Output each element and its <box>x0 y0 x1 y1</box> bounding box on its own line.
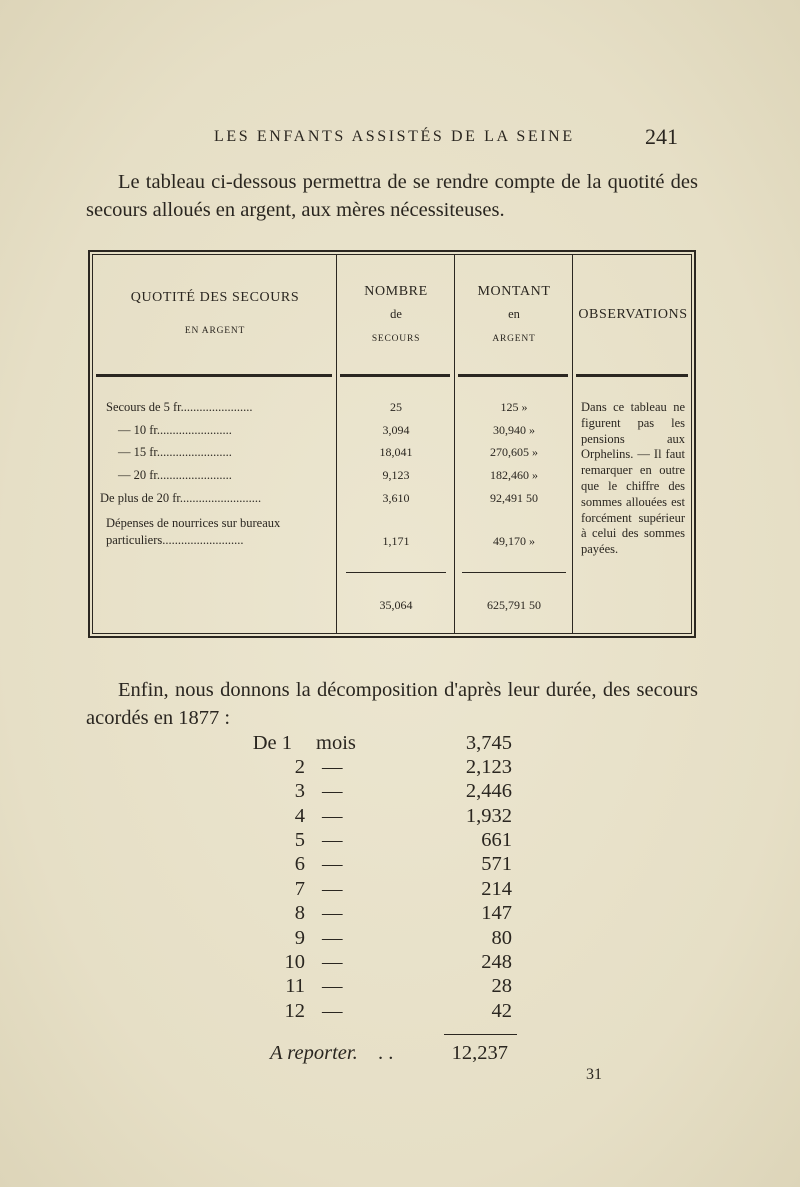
observations-note: Dans ce tableau ne figurent pas les pensions aux Orphelins. — Il faut remarquer en outre que le chiffre des sommes allouées est forcément supérieur à celui des sommes payées. <box>581 400 685 557</box>
table-row-label: Secours de 5 fr....................... <box>106 400 253 414</box>
header-rule <box>96 374 332 377</box>
col-header-quotite: QUOTITÉ DES SECOURS <box>130 290 300 305</box>
duration-unit: — <box>322 1000 343 1022</box>
duration-value: 147 <box>481 902 512 924</box>
col-subheader-argent: EN ARGENT <box>184 326 246 336</box>
total-count: 35,064 <box>379 598 413 612</box>
duration-label: 12 <box>284 1000 305 1022</box>
duration-unit: — <box>322 853 343 875</box>
page-number: 241 <box>645 124 678 149</box>
duration-unit: — <box>322 951 343 973</box>
subsidy-table <box>88 250 696 638</box>
duration-value: 661 <box>481 829 512 851</box>
col-header-montant: MONTANT <box>477 284 551 299</box>
duration-value: 214 <box>481 878 512 900</box>
column-divider <box>336 255 337 633</box>
duration-unit: — <box>322 780 343 802</box>
duration-value: 42 <box>491 1000 512 1022</box>
duration-label: 11 <box>285 975 305 997</box>
header-rule <box>340 374 450 377</box>
duration-label: 5 <box>294 829 305 851</box>
table-row-count: 1,171 <box>382 534 410 548</box>
duration-unit: — <box>322 975 343 997</box>
total-rule <box>444 1034 517 1035</box>
table-row-label: — 20 fr........................ <box>118 468 232 482</box>
col-header-en: en <box>508 307 520 321</box>
duration-label: 2 <box>294 756 305 778</box>
duration-unit: — <box>322 805 343 827</box>
col-header-nombre: NOMBRE <box>364 284 428 299</box>
printer-signature: 31 <box>586 1066 602 1083</box>
table-row-amount: 125 » <box>500 400 528 414</box>
carry-total: 12,237 <box>451 1042 508 1064</box>
table-row-amount: 49,170 » <box>493 534 535 548</box>
duration-value: 1,932 <box>465 805 512 827</box>
duration-unit: — <box>322 878 343 900</box>
duration-value: 2,123 <box>465 756 512 778</box>
duration-label: 10 <box>284 951 305 973</box>
table-row-count: 25 <box>390 400 402 414</box>
duration-value: 2,446 <box>465 780 512 802</box>
header-rule <box>576 374 688 377</box>
duration-unit: — <box>322 902 343 924</box>
table-row-label: Dépenses de nourrices sur bureaux <box>106 516 281 530</box>
carry-label: A reporter. <box>270 1042 358 1064</box>
durations-intro: Enfin, nous donnons la décomposition d'après leur durée, des secours acordés en 1877 : <box>86 679 698 729</box>
duration-unit: — <box>322 756 343 778</box>
sum-rule <box>462 572 566 573</box>
intro-paragraph: Le tableau ci-dessous permettra de se rendre compte de la quotité des secours alloués en argent, aux mères nécessiteuses. <box>86 171 698 221</box>
duration-value: 80 <box>491 927 512 949</box>
table-row-count: 3,094 <box>382 423 410 437</box>
duration-label: 7 <box>294 878 305 900</box>
table-row-amount: 182,460 » <box>490 468 538 482</box>
duration-value: 28 <box>491 975 512 997</box>
table-row-count: 3,610 <box>382 491 410 505</box>
duration-label: 6 <box>294 853 305 875</box>
duration-value: 248 <box>481 951 512 973</box>
duration-unit: mois <box>316 732 356 754</box>
running-head: LES ENFANTS ASSISTÉS DE LA SEINE <box>214 128 575 145</box>
sum-rule <box>346 572 446 573</box>
duration-label: 9 <box>294 927 305 949</box>
table-row-label: De plus de 20 fr.......................... <box>100 491 262 505</box>
duration-unit: — <box>322 927 343 949</box>
header-rule <box>458 374 568 377</box>
col-header-de: de <box>390 307 402 321</box>
duration-value: 3,745 <box>465 732 512 754</box>
carry-dots: . . <box>378 1042 394 1064</box>
table-row-amount: 92,491 50 <box>490 491 538 505</box>
table-row-count: 9,123 <box>382 468 410 482</box>
table-row-label: — 15 fr........................ <box>118 445 232 459</box>
table-row-amount: 270,605 » <box>490 445 538 459</box>
table-row-label: — 10 fr........................ <box>118 423 232 437</box>
column-divider <box>572 255 573 633</box>
duration-unit: — <box>322 829 343 851</box>
col-header-observations: OBSERVATIONS <box>578 307 688 322</box>
table-row-label: particuliers.......................... <box>106 533 244 547</box>
duration-label: De 1 <box>252 732 292 754</box>
total-amount: 625,791 50 <box>487 598 541 612</box>
duration-label: 3 <box>294 780 305 802</box>
col-subheader-secours: SECOURS <box>371 334 421 344</box>
column-divider <box>454 255 455 633</box>
table-row-count: 18,041 <box>379 445 413 459</box>
table-row-amount: 30,940 » <box>493 423 535 437</box>
duration-value: 571 <box>481 853 512 875</box>
duration-label: 8 <box>294 902 305 924</box>
col-subheader-argent: ARGENT <box>492 334 536 344</box>
duration-label: 4 <box>294 805 305 827</box>
